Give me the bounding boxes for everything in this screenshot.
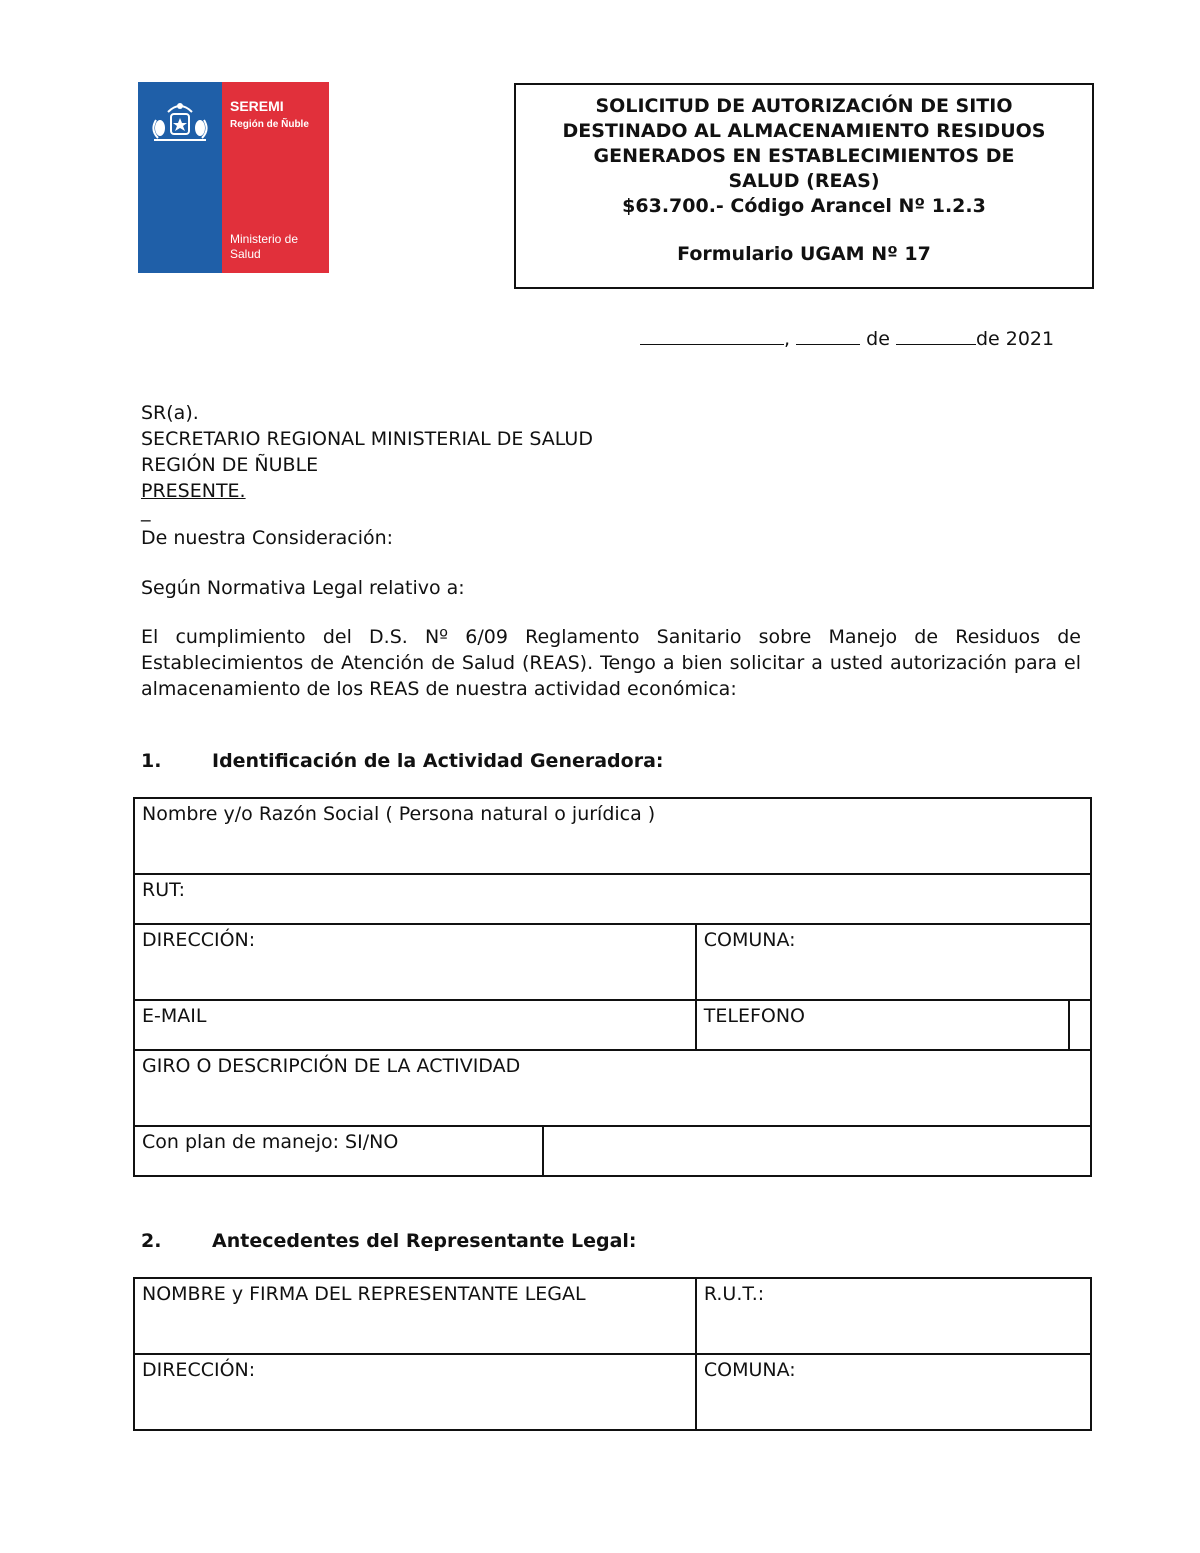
form-title (516, 94, 1092, 219)
legal-rep-table (133, 1277, 1092, 1431)
section-2-heading (141, 1230, 637, 1252)
date-year: de 2021 (975, 328, 1055, 350)
date-month-blank[interactable] (896, 326, 976, 345)
business-name-field[interactable] (134, 798, 1091, 874)
date-line (640, 326, 1054, 350)
logo-blue-panel (138, 82, 222, 273)
addressee-underscore: _ (141, 500, 151, 522)
logo-title: SEREMI (230, 98, 284, 114)
legal-rep-address-label: DIRECCIÓN: (142, 1359, 256, 1381)
legal-rep-commune-label: COMUNA: (703, 1359, 796, 1381)
logo-red-panel (222, 82, 329, 273)
legal-rep-address-field[interactable] (134, 1354, 696, 1430)
form-title-box (514, 83, 1094, 289)
legal-rep-commune-field[interactable] (696, 1354, 1091, 1430)
section-2-number: 2. (141, 1230, 162, 1252)
section-1-title: Identificación de la Actividad Generadora: (212, 750, 664, 772)
form-title-line: SOLICITUD DE AUTORIZACIÓN DE SITIO (595, 95, 1013, 117)
legal-rep-name-label: NOMBRE y FIRMA DEL REPRESENTANTE LEGAL (142, 1283, 586, 1305)
business-name-label: Nombre y/o Razón Social ( Persona natural o jurídica ) (142, 803, 656, 825)
date-de-1: de (860, 328, 896, 350)
phone-label: TELEFONO (703, 1005, 806, 1027)
date-day-blank[interactable] (796, 326, 860, 345)
addressee-salutation: SR(a). (141, 402, 199, 424)
section-2-title: Antecedentes del Representante Legal: (212, 1230, 637, 1252)
fee-code-line: $63.700.- Código Arancel Nº 1.2.3 (622, 195, 986, 217)
rut-label: RUT: (142, 879, 186, 901)
date-comma: , (784, 328, 791, 350)
address-label: DIRECCIÓN: (142, 929, 256, 951)
seremi-logo (138, 82, 329, 273)
address-field[interactable] (134, 924, 696, 1000)
email-field[interactable] (134, 1000, 696, 1050)
coat-of-arms-icon (138, 90, 222, 170)
email-label: E-MAIL (142, 1005, 207, 1027)
greeting-text: De nuestra Consideración: (141, 527, 394, 549)
form-title-line: GENERADOS EN ESTABLECIMIENTOS DE (593, 145, 1015, 167)
addressee-region: REGIÓN DE ÑUBLE (141, 454, 319, 476)
form-title-line: DESTINADO AL ALMACENAMIENTO RESIDUOS (562, 120, 1046, 142)
phone-extra-cell[interactable] (1069, 1000, 1091, 1050)
addressee-block (141, 400, 593, 524)
form-title-line: SALUD (REAS) (728, 170, 880, 192)
phone-field[interactable] (696, 1000, 1069, 1050)
date-place-blank[interactable] (640, 326, 784, 345)
logo-region: Región de Ñuble (230, 119, 309, 130)
normativa-text: Según Normativa Legal relativo a: (141, 577, 465, 599)
addressee-title: SECRETARIO REGIONAL MINISTERIAL DE SALUD (141, 428, 593, 450)
activity-table (133, 797, 1092, 1177)
logo-ministry: Ministerio de Salud (230, 232, 299, 261)
activity-description-field[interactable] (134, 1050, 1091, 1126)
management-plan-label: Con plan de manejo: SI/NO (142, 1131, 399, 1153)
section-1-number: 1. (141, 750, 162, 772)
legal-rep-rut-field[interactable] (696, 1278, 1091, 1354)
commune-field[interactable] (696, 924, 1091, 1000)
rut-field[interactable] (134, 874, 1091, 924)
request-paragraph: El cumplimiento del D.S. Nº 6/09 Reglamento Sanitario sobre Manejo de Residuos de Establecimientos de Atención de Salud (REAS). Tengo a bien solicitar a usted autorización para el almacenamiento de los REAS de nuestra actividad económica: (141, 626, 1081, 700)
management-plan-answer-field[interactable] (543, 1126, 1091, 1176)
addressee-presente: PRESENTE. (141, 480, 246, 502)
form-number: Formulario UGAM Nº 17 (677, 243, 931, 265)
commune-label: COMUNA: (703, 929, 796, 951)
section-1-heading (141, 750, 664, 772)
activity-description-label: GIRO O DESCRIPCIÓN DE LA ACTIVIDAD (142, 1055, 521, 1077)
management-plan-label-cell (134, 1126, 543, 1176)
legal-rep-name-field[interactable] (134, 1278, 696, 1354)
legal-rep-rut-label: R.U.T.: (703, 1283, 765, 1305)
